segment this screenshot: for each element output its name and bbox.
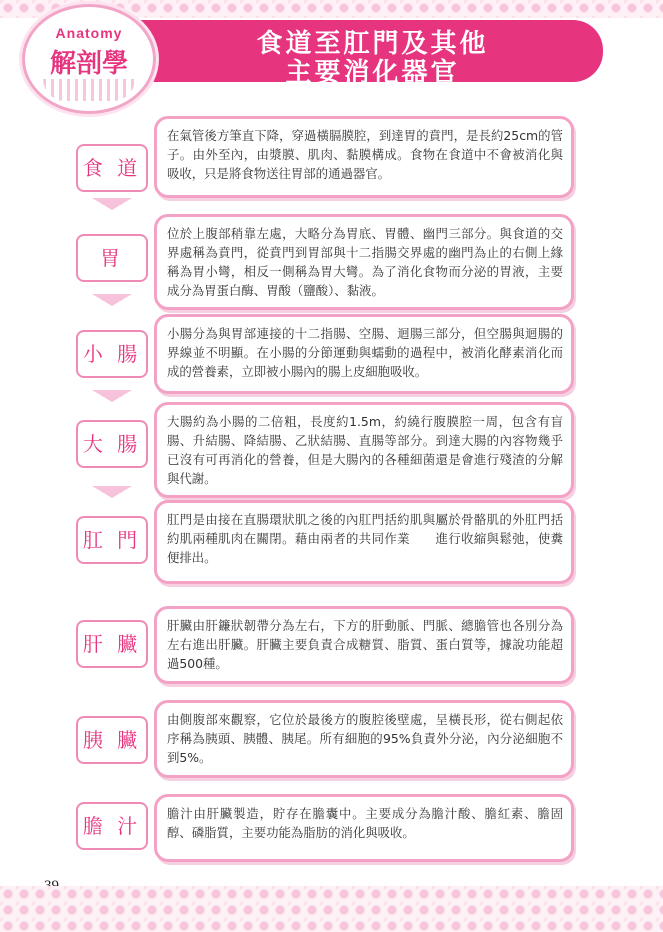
organ-label-small-intestine: 小 腸 xyxy=(76,330,148,378)
down-arrow-icon xyxy=(92,198,132,210)
organ-description-text: 大腸約為小腸的二倍粗，長度約1.5m，約繞行腹膜腔一周，包含有盲腸、升結腸、降結腸、乙狀結腸、直腸等部分。到達大腸的內容物幾乎已沒有可再消化的營養，但是大腸內的各種細菌還是會進行殘渣的分解與代謝。 xyxy=(167,414,563,486)
organ-description-text: 肛門是由接在直腸環狀肌之後的內肛門括約肌與屬於骨骼肌的外肛門括約肌兩種肌肉在關閉。藉由兩者的共同作業 進行收縮與鬆弛，使糞便排出。 xyxy=(167,512,563,565)
organ-label-pancreas: 胰 臟 xyxy=(76,716,148,764)
organ-description-box xyxy=(154,214,574,310)
organ-label-bile: 膽 汁 xyxy=(76,802,148,850)
organ-description-box xyxy=(154,700,574,778)
down-arrow-icon xyxy=(92,390,132,402)
organ-description-box xyxy=(154,314,574,394)
organ-label-stomach: 胃 xyxy=(76,234,148,282)
badge-stripes-decoration xyxy=(43,79,135,101)
organ-description-text: 位於上腹部稍靠左處，大略分為胃底、胃體、幽門三部分。與食道的交界處稱為賁門，從賁門到胃部與十二指腸交界處的幽門為止的右側上緣稱為胃小彎，相反一側稱為胃大彎。為了消化食物而分泌的胃液，主要成分為胃蛋白酶、胃酸（鹽酸）、黏液。 xyxy=(167,226,563,298)
badge-chinese-text: 解剖學 xyxy=(49,49,128,79)
organ-label-liver: 肝 臟 xyxy=(76,620,148,668)
organ-description-text: 由側腹部來觀察，它位於最後方的腹腔後壁處，呈橫長形，從右側起依序稱為胰頭、胰體、胰尾。所有細胞的95%負責外分泌，內分泌細胞不到5%。 xyxy=(167,712,563,765)
organ-label-large-intestine: 大 腸 xyxy=(76,420,148,468)
badge-english-text: Anatomy xyxy=(55,25,123,41)
bottom-pattern-strip xyxy=(0,886,663,932)
organ-description-box xyxy=(154,794,574,862)
organ-description-text: 在氣管後方筆直下降，穿過橫膈膜腔，到達胃的賁門，是長約25cm的管子。由外至內，由漿膜、肌肉、黏膜構成。食物在食道中不會被消化與吸收，只是將食物送往胃部的通過器官。 xyxy=(167,128,563,181)
organ-description-box xyxy=(154,402,574,498)
organ-description-box xyxy=(154,606,574,684)
organ-label-anus: 肛 門 xyxy=(76,516,148,564)
title-banner xyxy=(78,20,603,88)
page-title-line1: 食道至肛門及其他 xyxy=(256,29,489,59)
organ-description-text: 膽汁由肝臟製造，貯存在膽囊中。主要成分為膽汁酸、膽紅素、膽固醇、磷脂質，主要功能為脂肪的消化與吸收。 xyxy=(167,806,563,840)
organ-description-text: 小腸分為與胃部連接的十二指腸、空腸、迴腸三部分，但空腸與迴腸的界線並不明顯。在小腸的分節運動與蠕動的過程中，被消化酵素消化而成的營養素，立即被小腸內的腸上皮細胞吸收。 xyxy=(167,326,563,379)
organ-description-box xyxy=(154,500,574,584)
anatomy-badge xyxy=(22,4,156,114)
page-title-line2: 主要消化器官 xyxy=(285,58,460,88)
down-arrow-icon xyxy=(92,486,132,498)
organ-label-esophagus: 食 道 xyxy=(76,144,148,192)
down-arrow-icon xyxy=(92,294,132,306)
organ-description-text: 肝臟由肝鐮狀韌帶分為左右，下方的肝動脈、門脈、總膽管也各別分為左右進出肝臟。肝臟主要負責合成糖質、脂質、蛋白質等，據說功能超過500種。 xyxy=(167,618,563,671)
organ-description-box xyxy=(154,116,574,198)
